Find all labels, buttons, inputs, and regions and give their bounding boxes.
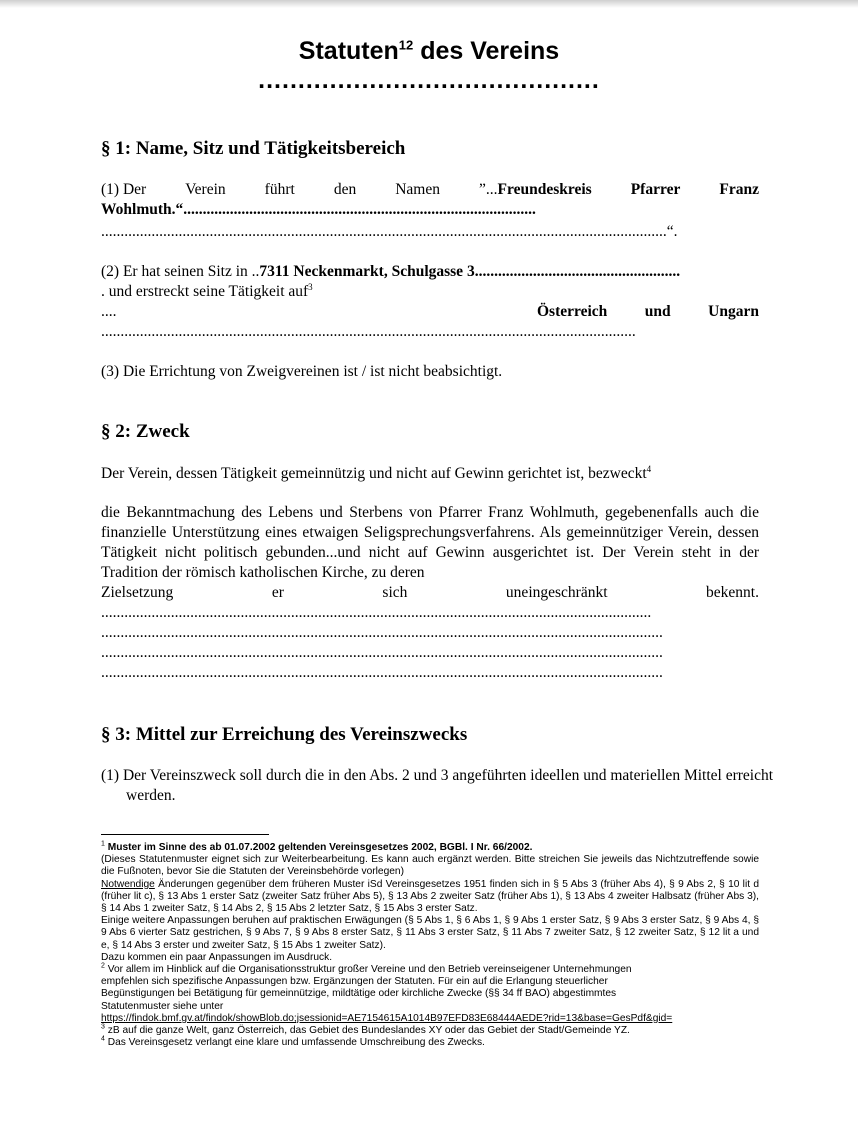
section2-heading: § 2: Zweck <box>101 421 190 442</box>
section2-dots2: ................................................................................................................................................. <box>101 624 663 641</box>
s1p1-w2: Verein <box>185 181 226 198</box>
section1-paragraph3: (3) Die Errichtung von Zweigvereinen ist / ist nicht beabsichtigt. <box>101 363 503 380</box>
s1p1-w6 <box>479 180 592 200</box>
s1p1-w3: führt <box>264 181 295 198</box>
footnote-1-mark: 1 <box>101 840 105 848</box>
s1p2-prefix: (2) Er hat seinen Sitz in .. <box>101 263 260 280</box>
s1p2-w2: und <box>644 303 671 320</box>
s1p1-w1: (1) Der <box>101 181 147 198</box>
section2-dots1: .............................................................................................................................................. <box>101 604 652 621</box>
section2-intro-text: Der Verein, dessen Tätigkeit gemeinnützig und nicht auf Gewinn gerichtet ist, bezweckt <box>101 465 647 482</box>
footnote-4-mark: 4 <box>101 1035 105 1043</box>
s1p1-line1 <box>101 180 759 200</box>
s1p2-line3 <box>101 302 759 322</box>
s1p1-w5: Namen <box>395 181 440 198</box>
section2-intro <box>101 464 759 484</box>
footnote-1-bold: Muster im Sinne des ab 01.07.2002 geltenden Vereinsgesetzes 2002, BGBl. I Nr. 66/2002. <box>107 842 533 853</box>
section2-body-last: Zielsetzung er sich uneingeschränkt bekennt. <box>101 584 759 601</box>
s1p1-w6-prefix: ”... <box>479 181 498 198</box>
footnote-2-line3: Begünstigungen bei Betätigung für gemeinnützige, mildtätige oder kirchliche Zwecke (§§ 34 ff BAO) abgestimmtes <box>101 988 617 1000</box>
footnote-2-line4: Statutenmuster siehe unter <box>101 1000 224 1012</box>
s1p1-line2: Wohlmuth.“........................................................................................... <box>101 201 536 218</box>
footnote-1-c: Einige weitere Anpassungen beruhen auf praktischen Erwägungen (§ 5 Abs 1, § 6 Abs 1, § 9 Abs 1 erster Satz, § 9 Abs 3 erster Satz, § 9 Abs 4, § 9 Abs 6 vierter Satz gestrichen, § 9 Abs 7, § 9 Abs 8 erster Satz, § 11 Abs 3 erster Satz, § 11 Abs 7 zweiter Satz, § 12 zweiter Satz, § 12 lit a und e, § 14 Abs 3 erster und zweiter Satz, § 15 Abs 1 zweiter Satz). <box>101 915 759 951</box>
s1p2-w1: Österreich <box>537 303 608 320</box>
s1p2-bold: 7311 Neckenmarkt, Schulgasse 3..................................................... <box>259 263 681 280</box>
footnote-2-link-line <box>101 1013 759 1025</box>
footnote-2-line1 <box>101 964 759 976</box>
footnote-1-d: Dazu kommen ein paar Anpassungen im Ausdruck. <box>101 951 333 963</box>
document-title <box>0 36 858 66</box>
s1p2-line2-text: . und erstreckt seine Tätigkeit auf <box>101 283 309 300</box>
footnote-3-text: zB auf die ganze Welt, ganz Österreich, das Gebiet des Bundeslandes XY oder das Gebiet der Stadt/Gemeinde YZ. <box>104 1025 630 1037</box>
title-placeholder-dots: ........................................... <box>258 66 600 94</box>
s1p1-w6-bold: Freundeskreis <box>497 181 592 198</box>
section2-dots4: ................................................................................................................................................. <box>101 664 663 681</box>
footnote-4-text: Das Vereinsgesetz verlangt eine klare und umfassende Umschreibung des Zwecks. <box>104 1037 485 1049</box>
section2-intro-fn: 4 <box>646 463 652 474</box>
s1p2-line3-words <box>537 302 759 322</box>
section2-dots3: ................................................................................................................................................. <box>101 644 663 661</box>
s1p2-fn: 3 <box>308 281 313 292</box>
footnote-1-b <box>101 879 759 916</box>
footnote-2-mark: 2 <box>101 962 105 970</box>
footnote-1-b-underlined: Notwendige <box>101 878 155 890</box>
s1p1-w7: Pfarrer <box>630 181 681 198</box>
section1-paragraph1 <box>101 180 759 242</box>
footnote-4 <box>101 1037 759 1049</box>
section3-paragraph1: (1) Der Vereinszweck soll durch die in den Abs. 2 und 3 angeführten ideellen und materiellen Mittel erreicht werden. <box>101 767 774 804</box>
title-text: Statuten <box>298 37 399 65</box>
s1p2-line1 <box>101 262 759 282</box>
footnote-2-link[interactable]: https://findok.bmf.gv.at/findok/showBlob.do;jsessionid=AE7154615A1014B97EFD83E68444AEDE?rid=13&base=GesPdf&gid= <box>101 1012 673 1024</box>
section1-heading: § 1: Name, Sitz und Tätigkeitsbereich <box>101 138 406 159</box>
s1p2-line2 <box>101 282 759 302</box>
footnote-1-a: (Dieses Statutenmuster eignet sich zur Weiterbearbeitung. Es kann auch ergänzt werden. Bitte streichen Sie jeweils das Nichtzutreffende sowie die Fußnoten, bevor Sie die Statuten der Vereinsbehörde vorlegen) <box>101 854 759 878</box>
footnote-1-b-text: Änderungen gegenüber dem früheren Muster iSd Vereinsgesetzes 1951 finden sich in § 5 Abs 3 (früher Abs 4), § 9 Abs 2, § 10 lit d (früher lit c), § 13 Abs 1 erster Satz (zweiter Satz früher Abs 5), § 13 Abs 2 zweiter Satz (früher Abs 1), § 13 Abs 4 zweiter Halbsatz (früher Abs 3), § 14 Abs 1 zweiter Satz, § 14 Abs 2, § 15 Abs 2 letzter Satz, § 15 Abs 3 erster Satz. <box>101 878 759 915</box>
footnote-1-heading <box>101 842 759 854</box>
title-footnote-marks: 12 <box>398 37 414 53</box>
footnotes <box>101 842 759 1049</box>
footnote-2-l1: Vor allem im Hinblick auf die Organisationsstruktur großer Vereine und den Betrieb vereinseigener Unternehmungen <box>104 964 632 976</box>
s1p1-w8: Franz <box>719 181 759 198</box>
footnote-2-line2: empfehlen sich spezifische Anpassungen bzw. Ergänzungen der Statuten. Für ein auf die Erlangung steuerlicher <box>101 976 608 988</box>
s1p1-line3: ..................................................................................................................................................“. <box>101 223 678 240</box>
s1p2-line4: .......................................................................................................................................... <box>101 323 636 340</box>
s1p1-w4: den <box>333 181 357 198</box>
section2-body <box>101 503 759 683</box>
section1-paragraph2 <box>101 262 759 342</box>
footnote-3 <box>101 1025 759 1037</box>
section2-body-text: die Bekanntmachung des Lebens und Sterbens von Pfarrer Franz Wohlmuth, gegebenenfalls auch die finanzielle Unterstützung eines etwaigen Seligsprechungsverfahrens. Als gemeinnütziger Verein, dessen Tätigkeit nicht politisch gebunden...und nicht auf Gewinn ausgerichtet ist. Der Verein steht in der Tradition der römisch katholischen Kirche, zu deren <box>101 504 759 581</box>
s1p2-line3-dots: .... <box>101 303 117 320</box>
title-rest: des Vereins <box>413 37 560 65</box>
section3-heading: § 3: Mittel zur Erreichung des Vereinszwecks <box>101 724 468 745</box>
footnote-3-mark: 3 <box>101 1023 105 1031</box>
footnote-separator <box>101 834 269 835</box>
s1p2-w3: Ungarn <box>708 303 759 320</box>
